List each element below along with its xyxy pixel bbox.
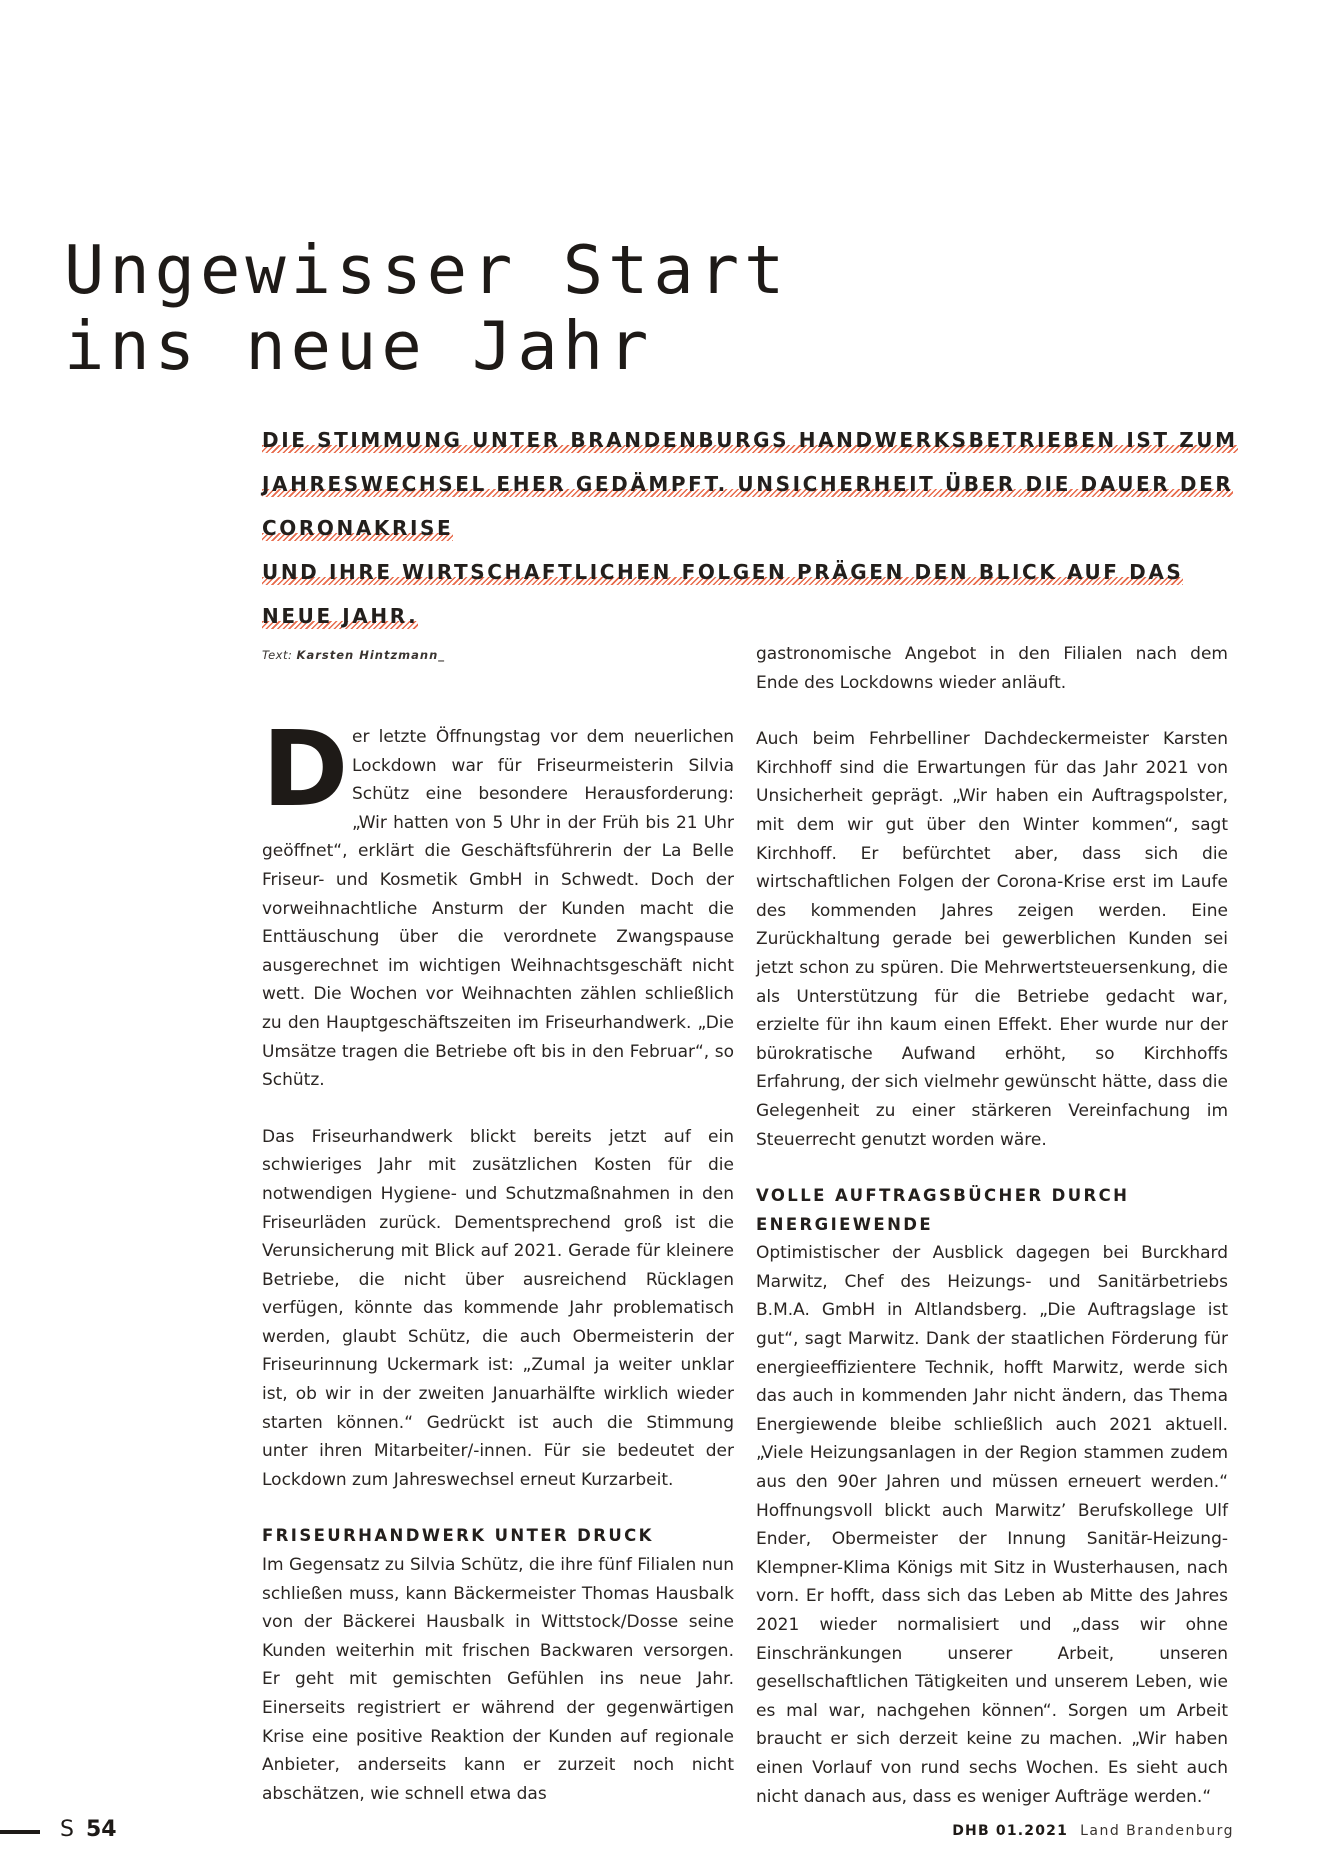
paragraph-3-continued: gastronomische Angebot in den Filialen nach dem Ende des Lockdowns wieder anläuft. — [756, 644, 1228, 693]
byline-author: Karsten Hintzmann_ — [296, 648, 446, 662]
paragraph-4: Auch beim Fehrbelliner Dachdeckermeister Karsten Kirchhoff sind die Erwartungen für das Jahr 2021 von Unsicherheit geprägt. „Wir haben ein Auftragspolster, mit dem wir gut über den Winter kommen“, sagt Kirchhoff. Er befürchtet aber, dass sich die wirtschaftlichen Folgen der Corona-Krise erst im Laufe des kommenden Jahres zeigen werden. Eine Zurückhaltung gerade bei gewerblichen Kunden sei jetzt schon zu spüren. Die Mehrwertsteuersenkung, die als Unterstützung für die Betriebe gedacht war, erzielte für ihn kaum einen Effekt. Eher wurde nur der bürokratische Aufwand erhöht, so Kirchhoffs Erfahrung, der sich vielmehr gewünscht hätte, dass die Gelegenheit zu einer stärkeren Vereinfachung im Steuerrecht genutzt worden wäre. — [756, 729, 1228, 1150]
title-line-2: ins neue Jahr — [64, 307, 654, 385]
drop-cap: D — [262, 708, 347, 830]
page-letter: S — [60, 1817, 76, 1842]
subheading-energiewende: VOLLE AUFTRAGSBÜCHER DURCH ENERGIEWENDE — [756, 1186, 1130, 1234]
footer-issue — [952, 1823, 1234, 1839]
page-number — [60, 1817, 117, 1842]
text-column-right — [756, 640, 1228, 1839]
lead-line-1: DIE STIMMUNG UNTER BRANDENBURGS HANDWERKSBETRIEBEN IST ZUM — [262, 428, 1238, 455]
paragraph-2: Das Friseurhandwerk blickt bereits jetzt auf ein schwieriges Jahr mit zusätzlichen Kosten für die notwendigen Hygiene- und Schutzmaßnahmen in den Friseurläden zurück. Dementsprechend groß ist die Verunsicherung mit Blick auf 2021. Gerade für kleinere Betriebe, die nicht über ausreichend Rücklagen verfügen, könnte das kommende Jahr problematisch werden, glaubt Schütz, die auch Obermeisterin der Friseurinnung Uckermark ist: „Zumal ja weiter unklar ist, ob wir in der zweiten Januarhälfte wirklich wieder starten können.“ Gedrückt ist auch die Stimmung unter ihren Mitarbeiter/-innen. Für sie bedeutet der Lockdown zum Jahreswechsel erneut Kurzarbeit. — [262, 1126, 734, 1490]
paragraph-1-text: er letzte Öffnungstag vor dem neuerlichen Lockdown war für Friseurmeisterin Silvia Schütz eine besondere Herausforderung: „Wir hatten von 5 Uhr in der Früh bis 21 Uhr geöffnet“, erklärt die Geschäftsführerin der La Belle Friseur- und Kosmetik GmbH in Schwedt. Doch der vorweihnachtliche Ansturm der Kunden macht die Enttäuschung über die verordnete Zwangspause ausgerechnet im wichtigen Weihnachtsgeschäft nicht wett. Die Wochen vor Weihnachten zählen schließlich zu den Hauptgeschäftszeiten im Friseurhandwerk. „Die Umsätze tragen die Betriebe oft bis in den Februar“, so Schütz. — [262, 727, 734, 1091]
title-line-1: Ungewisser Start — [64, 231, 790, 309]
paragraph-5: Optimistischer der Ausblick dagegen bei Burckhard Marwitz, Chef des Heizungs- und Sanitärbetriebs B.M.A. GmbH in Altlandsberg. „Die Auftragslage ist gut“, sagt Marwitz. Dank der staatlichen Förderung für energieeffizientere Technik, hofft Marwitz, werde sich das auch in kommenden Jahr nicht ändern, das Thema Energiewende bleibe schließlich auch 2021 aktuell. „Viele Heizungsanlagen in der Region stammen zudem aus den 90er Jahren und müssen erneuert werden.“ Hoffnungsvoll blickt auch Marwitz’ Berufskollege Ulf Ender, Obermeister der Innung Sanitär-Heizung-Klempner-Klima Königs mit Sitz in Wusterhausen, nach vorn. Er hofft, dass sich das Leben ab Mitte des Jahres 2021 wieder normalisiert und „dass wir ohne Einschränkungen unserer Arbeit, unseren gesellschaftlichen Tätigkeiten und unserem Leben, wie es mal war, nachgehen können“. Sorgen um Arbeit braucht er sich derzeit keine zu machen. „Wir haben einen Vorlauf von rund sechs Wochen. Es sieht auch nicht danach aus, dass es weniger Aufträge werden.“ — [756, 1243, 1228, 1807]
article-lead — [262, 418, 1242, 638]
lead-line-2: JAHRESWECHSEL EHER GEDÄMPFT. UNSICHERHEIT ÜBER DIE DAUER DER CORONAKRISE — [262, 472, 1233, 543]
byline-prefix: Text: — [262, 648, 293, 662]
text-column-left — [262, 708, 735, 1836]
magazine-issue: DHB 01.2021 — [952, 1823, 1069, 1839]
paragraph-1 — [262, 708, 734, 1095]
article-title — [64, 232, 864, 384]
page-number-value: 54 — [85, 1817, 117, 1842]
lead-line-3: UND IHRE WIRTSCHAFTLICHEN FOLGEN PRÄGEN DEN BLICK AUF DAS NEUE JAHR. — [262, 560, 1183, 631]
subheading-friseurhandwerk: FRISEURHANDWERK UNTER DRUCK — [262, 1526, 654, 1546]
paragraph-3: Im Gegensatz zu Silvia Schütz, die ihre fünf Filialen nun schließen muss, kann Bäckermeister Thomas Hausbalk von der Bäckerei Hausbalk in Wittstock/Dosse seine Kunden weiterhin mit frischen Backwaren versorgen. Er geht mit gemischten Gefühlen ins neue Jahr. Einerseits registriert er während der gegenwärtigen Krise eine positive Reaktion der Kunden auf regionale Anbieter, anderseits kann er zurzeit noch nicht abschätzen, wie schnell etwa das — [262, 1555, 735, 1804]
byline — [262, 648, 662, 662]
footer-rule — [0, 1830, 40, 1834]
magazine-region: Land Brandenburg — [1080, 1823, 1234, 1839]
